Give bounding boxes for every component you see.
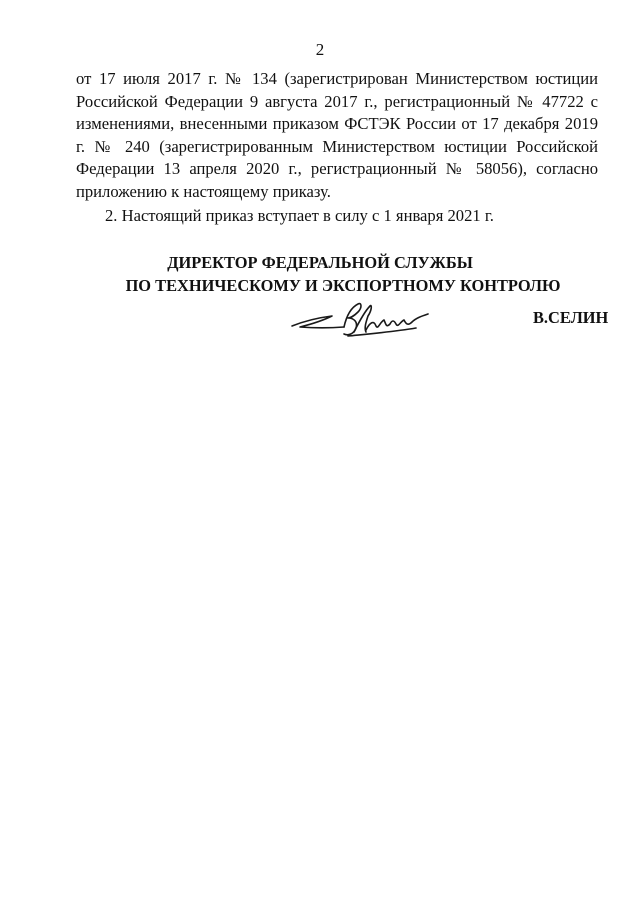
signer-name: В.СЕЛИН — [533, 308, 609, 327]
document-body — [76, 68, 598, 228]
handwritten-signature-icon — [288, 296, 436, 346]
director-title-line-2: ПО ТЕХНИЧЕСКОМУ И ЭКСПОРТНОМУ КОНТРОЛЮ — [125, 276, 561, 295]
director-title-line-1: ДИРЕКТОР ФЕДЕРАЛЬНОЙ СЛУЖБЫ — [167, 253, 473, 272]
director-title — [0, 251, 640, 297]
page-number: 2 — [315, 40, 325, 59]
paragraph-2: 2. Настоящий приказ вступает в силу с 1 января 2021 г. — [105, 206, 494, 225]
paragraph-1: от 17 июля 2017 г. № 134 (зарегистрирован Министерством юстиции Российской Федерации 9 августа 2017 г., регистрационный № 47722 с изменениями, внесенными приказом ФСТЭК России от 17 декабря 2019 г. № 240 (зарегистрированным Министерством юстиции Российской Федерации 13 апреля 2020 г., регистрационный № 58056), согласно приложению к настоящему приказу. — [76, 69, 598, 201]
